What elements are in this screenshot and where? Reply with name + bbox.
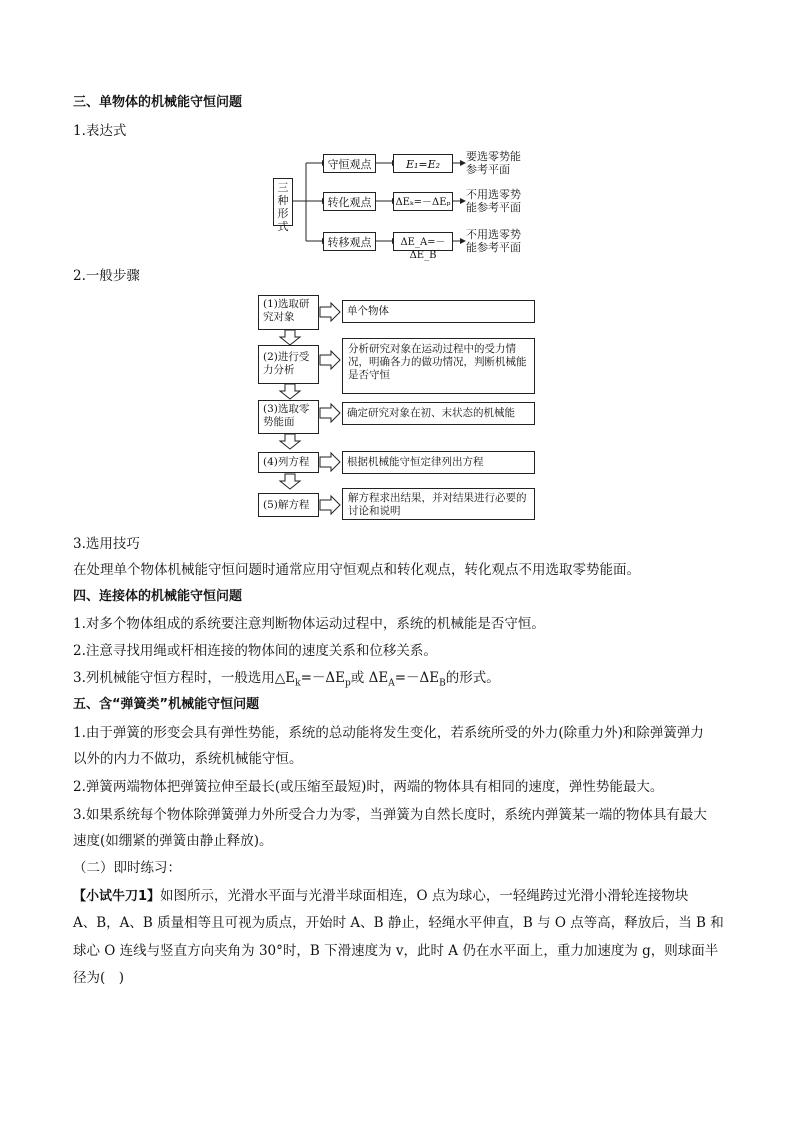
practice-label: 【小试牛刀1】	[73, 889, 161, 904]
practice-line-4: 径为( )	[73, 970, 125, 986]
practice-title: （二）即时练习：	[73, 860, 181, 876]
section-5-p3-line-2: 速度(如绷紧的弹簧由静止释放)。	[73, 833, 273, 849]
section-4-p2: 2.注意寻找用绳或杆相连接的物体间的速度关系和位移关系。	[73, 643, 437, 659]
section-4-p3: 3.列机械能守恒方程时，一般选用$\triangle E_k=-\Delta E_p$或 $\Delta E_A=-\Delta E_B$的形式。	[73, 670, 500, 689]
step-1-box: (1)选取研究对象	[258, 295, 319, 330]
section-3-title: 三、单物体的机械能守恒问题	[73, 95, 243, 110]
note-3-line-1: 不用选零势	[466, 228, 521, 241]
step-4-desc: 根据机械能守恒定律列出方程	[342, 451, 535, 474]
section-4-p1: 1.对多个物体组成的系统要注意判断物体运动过程中，系统的机械能是否守恒。	[73, 616, 545, 632]
step-4-box: (4)列方程	[258, 452, 319, 473]
note-1-line-1: 要选零势能	[466, 150, 521, 163]
item-expression-heading: 1.表达式	[73, 123, 127, 139]
section-5-p1-line-2: 以外的内力不做功，系统机械能守恒。	[73, 751, 303, 767]
item-technique-heading: 3.选用技巧	[73, 536, 140, 552]
step-1-desc: 单个物体	[342, 300, 535, 323]
step-2-desc: 分析研究对象在运动过程中的受力情况，明确各力的做功情况，判断机械能是否守恒	[342, 338, 535, 394]
note-3-line-2: 能参考平面	[466, 241, 521, 254]
formula-conservation: E₁=E₂	[393, 154, 453, 173]
view-conservation: 守恒观点	[323, 154, 376, 173]
note-1-line-2: 参考平面	[466, 163, 510, 176]
view-transformation: 转化观点	[323, 192, 376, 211]
practice-line-2: A、B，A、B 质量相等且可视为质点，开始时 A、B 静止，轻绳水平伸直，B 与 O 点等高，释放后，当 B 和	[73, 915, 724, 931]
practice-line-1: 【小试牛刀1】如图所示，光滑水平面与光滑半球面相连，O 点为球心，一轻绳跨过光滑小滑轮连接物块	[73, 888, 689, 904]
section-5-p3-line-1: 3.如果系统每个物体除弹簧弹力外所受合力为零，当弹簧为自然长度时，系统内弹簧某一端的物体具有最大	[73, 807, 707, 823]
steps-flowchart	[0, 0, 794, 530]
view-transfer: 转移观点	[323, 232, 376, 251]
section-5-p1-line-1: 1.由于弹簧的形变会具有弹性势能，系统的总动能将发生变化，若系统所受的外力(除重力外)和除弹簧弹力	[73, 725, 704, 741]
formula-transformation: ΔEₖ=－ΔEₚ	[393, 192, 453, 211]
step-5-desc: 解方程求出结果，并对结果进行必要的讨论和说明	[342, 488, 535, 520]
step-3-desc: 确定研究对象在初、末状态的机械能	[342, 402, 535, 425]
formula-transfer: ΔE_A=－ΔE_B	[393, 232, 453, 251]
three-forms-label: 三种形式	[273, 178, 293, 226]
step-3-box: (3)选取零势能面	[258, 400, 319, 434]
technique-text: 在处理单个物体机械能守恒问题时通常应用守恒观点和转化观点，转化观点不用选取零势能面。	[73, 562, 640, 578]
note-2-line-2: 能参考平面	[466, 201, 521, 214]
section-5-p2: 2.弹簧两端物体把弹簧拉伸至最长(或压缩至最短)时，两端的物体具有相同的速度，弹性势能最大。	[73, 779, 664, 795]
item-steps-heading: 2.一般步骤	[73, 268, 140, 284]
section-5-title: 五、含“弹簧类”机械能守恒问题	[73, 697, 260, 712]
step-2-box: (2)进行受力分析	[258, 345, 319, 384]
step-5-box: (5)解方程	[258, 493, 319, 517]
note-2-line-1: 不用选零势	[466, 188, 521, 201]
practice-line-3: 球心 O 连线与竖直方向夹角为 30°时，B 下滑速度为 v，此时 A 仍在水平面上，重力加速度为 g，则球面半	[73, 943, 719, 959]
section-4-title: 四、连接体的机械能守恒问题	[73, 589, 243, 604]
